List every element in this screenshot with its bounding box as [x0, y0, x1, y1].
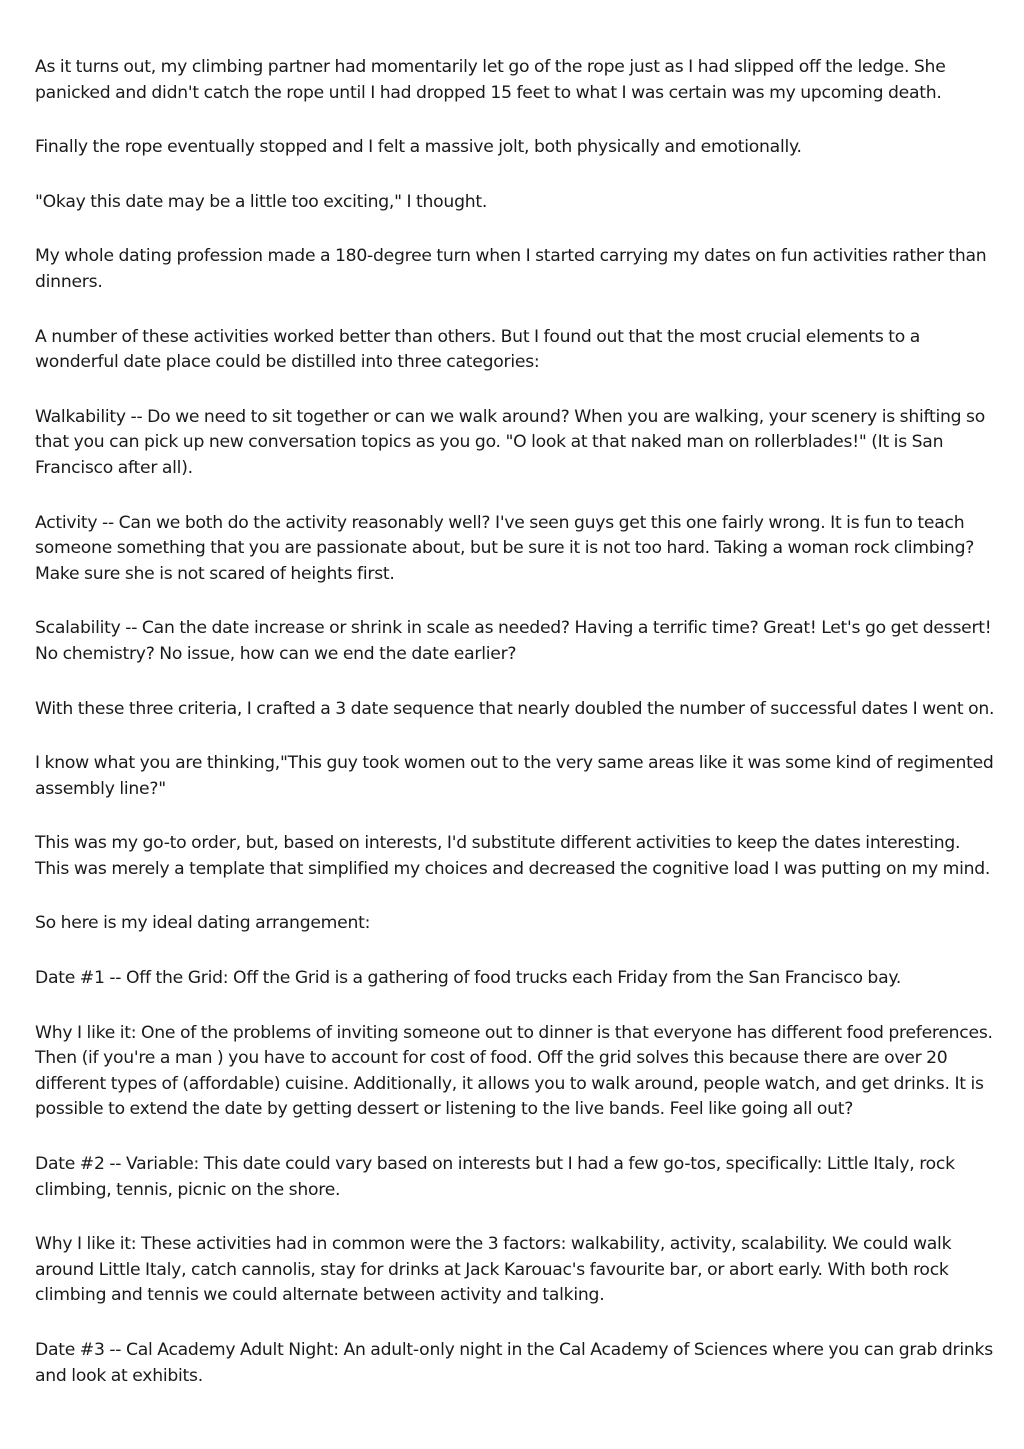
paragraph-180-degree-turn: My whole dating profession made a 180-degree turn when I started carrying my dates on fun activities rather than dinners. — [35, 246, 987, 292]
paragraph-date-3: Date #3 -- Cal Academy Adult Night: An adult-only night in the Cal Academy of Sciences where you can grab drinks and look at exhibits. — [35, 1340, 993, 1386]
document-body — [35, 55, 995, 1418]
paragraph-date-2: Date #2 -- Variable: This date could vary based on interests but I had a few go-tos, specifically: Little Italy, rock climbing, tennis, picnic on the shore. — [35, 1154, 955, 1200]
paragraph-scalability: Scalability -- Can the date increase or shrink in scale as needed? Having a terrific time? Great! Let's go get dessert! No chemistry? No issue, how can we end the date earlier? — [35, 618, 992, 664]
paragraph-date-too-exciting: "Okay this date may be a little too exciting," I thought. — [35, 191, 488, 212]
paragraph-rope-stopped: Finally the rope eventually stopped and I felt a massive jolt, both physically and emotionally. — [35, 137, 802, 158]
paragraph-assembly-line: I know what you are thinking,"This guy took women out to the very same areas like it was some kind of regimented assembly line?" — [35, 753, 994, 799]
paragraph-date-1: Date #1 -- Off the Grid: Off the Grid is a gathering of food trucks each Friday from the San Francisco bay. — [35, 968, 902, 989]
paragraph-walkability: Walkability -- Do we need to sit together or can we walk around? When you are walking, your scenery is shifting so that you can pick up new conversation topics as you go. "O look at that naked man on rollerblades!" (It is San Francisco after all). — [35, 406, 986, 478]
paragraph-go-to-order: This was my go-to order, but, based on interests, I'd substitute different activities to keep the dates interesting. This was merely a template that simplified my choices and decreased the cognitive load I was putting on my mind. — [35, 833, 991, 879]
paragraph-activity: Activity -- Can we both do the activity reasonably well? I've seen guys get this one fairly wrong. It is fun to teach someone something that you are passionate about, but be sure it is not too hard. Taking a woman rock climbing? Make sure she is not scared of heights first. — [35, 512, 975, 584]
paragraph-date-2-why: Why I like it: These activities had in common were the 3 factors: walkability, activity, scalability. We could walk around Little Italy, catch cannolis, stay for drinks at Jack Karouac's favourite bar, or abort early. With both rock climbing and tennis we could alternate between activity and talking. — [35, 1234, 952, 1306]
paragraph-date-1-why: Why I like it: One of the problems of inviting someone out to dinner is that everyone has different food preferences. Then (if you're a man ) you have to account for cost of food. Off the grid solves this because there are over 20 different types of (affordable) cuisine. Additionally, it allows you to walk around, people watch, and get drinks. It is possible to extend the date by getting dessert or listening to the live bands. Feel like going all out? — [35, 1022, 993, 1120]
paragraph-date-sequence: With these three criteria, I crafted a 3 date sequence that nearly doubled the number of successful dates I went on. — [35, 698, 995, 719]
paragraph-ideal-arrangement: So here is my ideal dating arrangement: — [35, 913, 371, 934]
paragraph-three-categories: A number of these activities worked better than others. But I found out that the most crucial elements to a wonderful date place could be distilled into three categories: — [35, 326, 921, 373]
paragraph-rope-fall: As it turns out, my climbing partner had momentarily let go of the rope just as I had slipped off the ledge. She panicked and didn't catch the rope until I had dropped 15 feet to what I was certain was my upcoming death. — [35, 57, 946, 103]
